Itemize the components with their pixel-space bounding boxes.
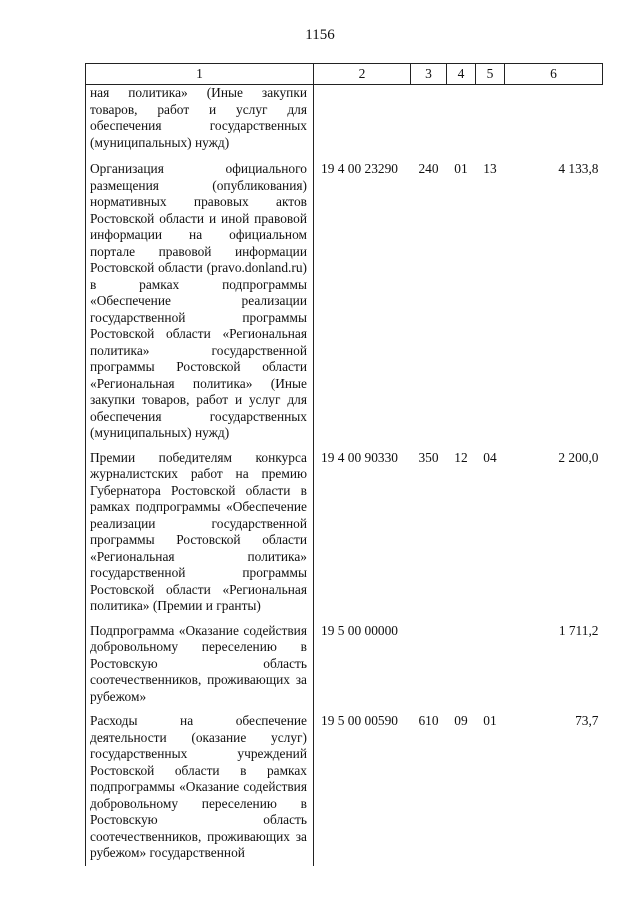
expense-name: ная политика» (Иные закупки товаров, работ и услуг для обеспечения государственных (муниципальных) нужд): [86, 85, 314, 158]
column-header: 6: [505, 64, 603, 85]
target-code: 19 5 00 00590: [321, 713, 398, 728]
target-code: 19 5 00 00000: [321, 622, 398, 638]
target-code: 19 4 00 23290: [321, 161, 398, 176]
subsection-code: 13: [483, 161, 497, 176]
expense-type: 240: [418, 161, 439, 176]
section-code: [447, 619, 476, 710]
table-header-row: [86, 64, 603, 85]
table-row: [86, 619, 603, 710]
column-header: 5: [476, 64, 505, 85]
expense-name: Расходы на обеспечение деятельности (оказание услуг) государственных учреждений Ростовской области в рамках подпрограммы «Оказание содействия добровольному переселению в Ростовскую область соотечественников, проживающих за рубежом» государственной: [86, 709, 314, 866]
subsection-code: 01: [483, 713, 497, 728]
section-code: [447, 85, 476, 158]
column-header: 4: [447, 64, 476, 85]
subsection-code: [476, 85, 505, 158]
expense-type: [411, 85, 447, 158]
target-code: [314, 85, 411, 158]
column-header: 3: [411, 64, 447, 85]
table-row: [86, 157, 603, 446]
budget-table: [85, 63, 603, 866]
expense-name: Премии победителям конкурса журналистских работ на премию Губернатора Ростовской области в рамках подпрограммы «Обеспечение реализации государственной программы Ростовской области «Региональная политика» государственной программы Ростовской области «Региональная политика» (Премии и гранты): [86, 446, 314, 619]
section-code: 09: [454, 713, 468, 728]
section-code: 12: [454, 449, 468, 465]
subsection-code: [476, 619, 505, 710]
amount: 73,7: [575, 713, 599, 728]
amount: 4 133,8: [558, 161, 599, 176]
table-row: [86, 709, 603, 866]
column-header: 1: [86, 64, 314, 85]
column-header: 2: [314, 64, 411, 85]
subsection-code: 04: [483, 449, 497, 465]
expense-name: Подпрограмма «Оказание содействия добровольному переселению в Ростовскую область соотечественников, проживающих за рубежом»: [86, 619, 314, 710]
expense-name: Организация официального размещения (опубликования) нормативных правовых актов Ростовской области и иной правовой информации на официальном портале правовой информации Ростовской области (pravo.donland.ru) в рамках подпрограммы «Обеспечение реализации государственной программы Ростовской области «Региональная политика» государственной программы Ростовской области «Региональная политика» (Иные закупки товаров, работ и услуг для обеспечения государственных (муниципальных) нужд): [86, 157, 314, 446]
expense-type: [411, 619, 447, 710]
amount: 1 711,2: [558, 622, 599, 638]
target-code: 19 4 00 90330: [321, 449, 398, 465]
amount: [505, 85, 603, 158]
table-row: [86, 85, 603, 158]
page-number: 1156: [305, 27, 335, 43]
amount: 2 200,0: [558, 449, 599, 465]
expense-type: 350: [418, 449, 439, 465]
expense-type: 610: [418, 713, 439, 728]
table-row: [86, 446, 603, 619]
section-code: 01: [454, 161, 468, 176]
